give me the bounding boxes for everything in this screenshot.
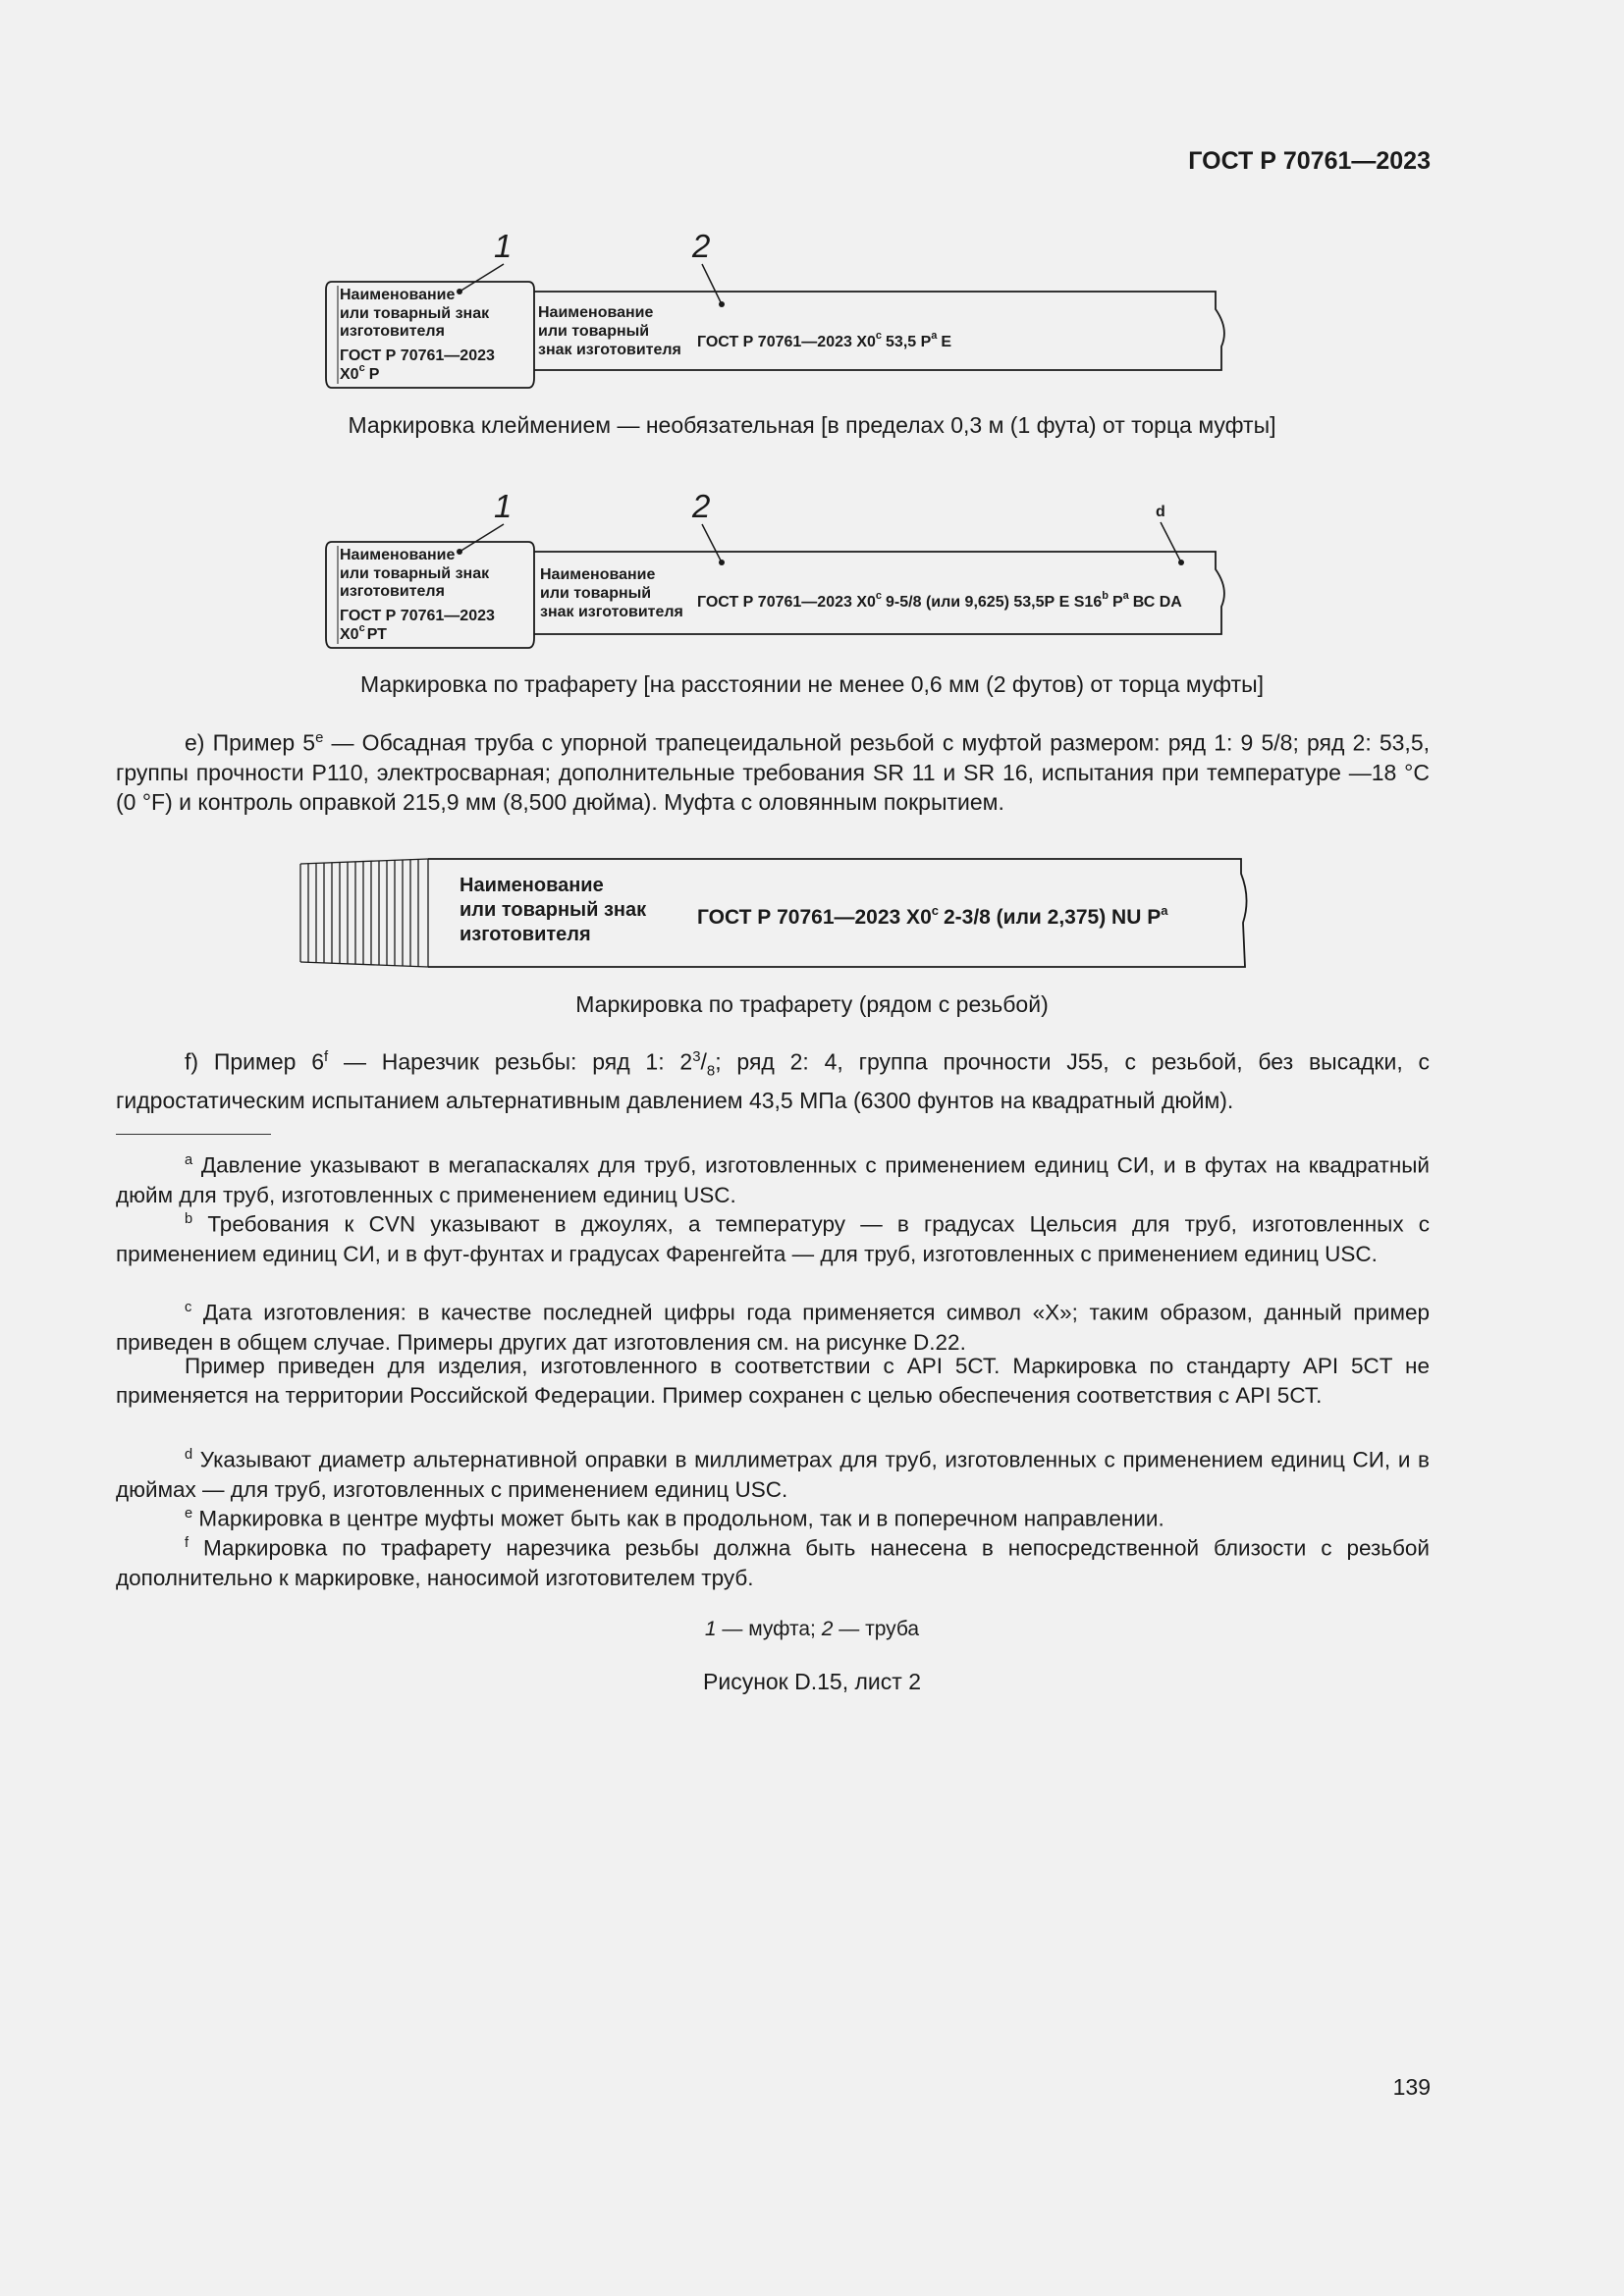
figure-3-caption: Маркировка по трафарету (рядом с резьбой) [575,991,1049,1017]
figure-title: Рисунок D.15, лист 2 [703,1669,921,1694]
document-header: ГОСТ Р 70761—2023 [1188,147,1431,175]
figure-legend: 1 — муфта; 2 — труба [704,1618,920,1640]
figure-2-stencil-marking [314,481,1237,658]
coupling-label-line: Наименование [340,287,456,303]
pipe-name-line: знак изготовителя [538,342,681,358]
footnote-separator [116,1134,271,1135]
footnote-c: $^c$ Дата изготовления: в качестве последней цифры года применяется символ «Х»; таким образом, данный пример приведен в общем случае. Примеры других дат изготовления см. на рисунке D.22. [116,1300,1430,1355]
coupling-label-line: ГОСТ Р 70761—2023 [340,347,495,364]
callout-2-label: 2 [692,228,711,264]
coupling-label-line: ГОСТ Р 70761—2023 [340,608,495,624]
footnote-b: $^b$ Требования к CVN указывают в джоулях, а температуру — в градусах Цельсия для труб, изготовленных с применением единиц СИ, и в фут-фунтах и градусах Фаренгейта — для труб, изготовленных с применением единиц USC. [116,1211,1430,1266]
pipe-marking-text: ГОСТ Р 70761—2023 $Х0^с$ 53,5 $Р^а$ Е [697,330,952,350]
callout-1-label: 1 [494,228,513,264]
footnote-note: Пример приведен для изделия, изготовленного в соответствии с API 5СТ. Маркировка по стандарту API 5CT не применяется на территории Российской Федерации. Пример сохранен с целью обеспечения соответствия с API 5СТ. [116,1354,1430,1408]
callout-2-label: 2 [692,488,711,524]
pipe-name-line: Наименование [538,304,654,321]
footnote-e: $^e$ Маркировка в центре муфты может быть как в продольном, так и в поперечном направлении. [185,1506,1164,1531]
figure-2-caption: Маркировка по трафарету [на расстоянии не менее 0,6 мм (2 футов) от торца муфты] [359,671,1265,697]
figure-3-threaded-pipe-marking [295,854,1257,982]
coupling-label-line: или товарный знак [340,305,490,322]
footnote-d: $^d$ Указывают диаметр альтернативной оправки в миллиметрах для труб, изготовленных с применением единиц СИ, и в дюймах — для труб, изготовленных с применением единиц USC. [116,1447,1430,1502]
footnote-f: $^f$ Маркировка по трафарету нарезчика резьбы должна быть нанесена в непосредственной близости с резьбой дополнительно к маркировке, наносимой изготовителем труб. [116,1535,1430,1590]
callout-1-label: 1 [494,488,513,524]
callout-d-label: d [1156,504,1165,520]
coupling-label-line: изготовителя [340,323,445,340]
pipe-name-line: знак изготовителя [540,604,683,620]
pipe-marking-text: ГОСТ Р 70761—2023 $Х0^с$ 2-3/8 (или 2,375) NU $Р^а$ [697,903,1168,929]
coupling-label-line: изготовителя [340,583,445,600]
pipe-name-line: или товарный [540,585,652,602]
pipe-name-line: Наименование [540,566,656,583]
footnote-a: $^a$ Давление указывают в мегапаскалях для труб, изготовленных с применением единиц СИ, и в футах на квадратный дюйм для труб, изготовленных с применением единиц USC. [116,1152,1430,1207]
figure-1-stamp-marking [314,221,1237,398]
name-label-line: изготовителя [460,924,591,945]
coupling-label-line: или товарный знак [340,565,490,582]
coupling-label-line: $Х0^с$ РТ [340,622,387,643]
page-number: 139 [1392,2074,1431,2100]
thread-lines [308,859,428,967]
name-label-line: Наименование [460,875,604,896]
pipe-marking-text: ГОСТ Р 70761—2023 $Х0^с$ 9-5/8 (или 9,625) 53,5Р Е S16$^b$ $Р^а$ ВС DA [697,590,1182,611]
figure-1-caption: Маркировка клеймением — необязательная [в пределах 0,3 м (1 фута) от торца муфты] [348,412,1276,438]
name-label-line: или товарный знак [460,899,647,921]
coupling-label-line: Наименование [340,547,456,563]
pipe-name-line: или товарный [538,323,650,340]
paragraph-example-5: е) Пример $5^е$ — Обсадная труба с упорной трапецеидальной резьбой с муфтой размером: ряд 1: 9 5/8; ряд 2: 53,5, группы прочности Р110, электросварная; дополнительные требования SR 11 и SR 16, испытания при температуре —18 °С (0 °F) и контроль оправкой 215,9 мм (8,500 дюйма). Муфта с оловянным покрытием. [116,729,1430,815]
paragraph-example-6: f) Пример 6$^f$ — Нарезчик резьбы: ряд 1: $2^3/_8$; ряд 2: 4, группа прочности J55, с резьбой, без высадки, с гидростатическим испытанием альтернативным давлением 43,5 МПа (6300 фунтов на квадратный дюйм). [116,1048,1431,1114]
coupling-label-line: $Х0^с$ Р [340,362,380,383]
